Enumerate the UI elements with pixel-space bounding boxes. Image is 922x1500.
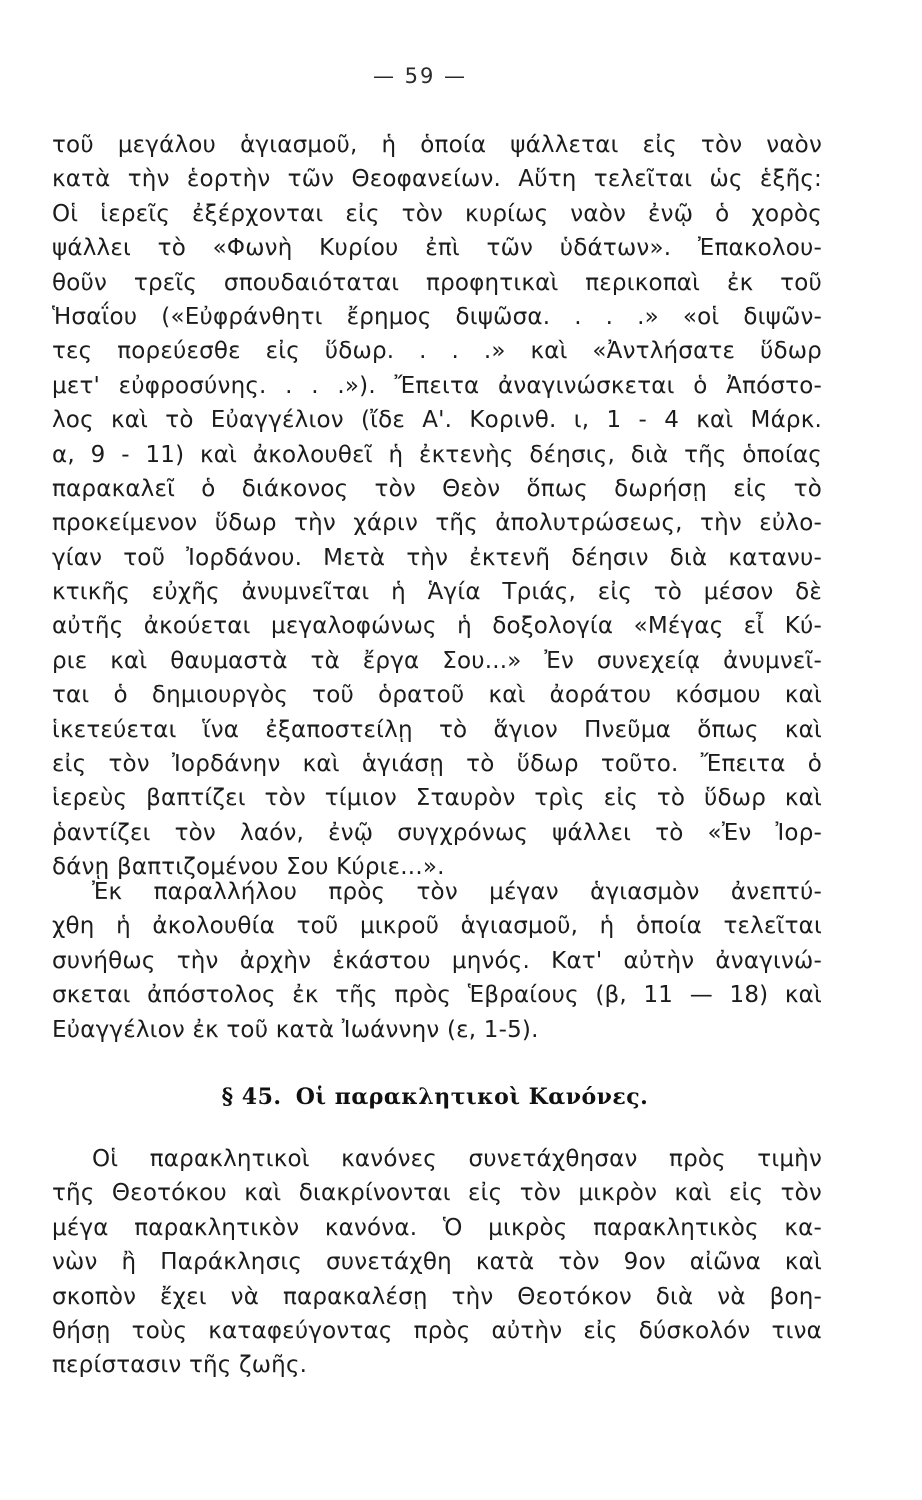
- text-line: κτικῆς εὐχῆς ἀνυμνεῖται ἡ Ἁγία Τριάς, εἰς τὸ μέσον δὲ: [52, 579, 822, 606]
- text-line: εἰς τὸν Ἰορδάνην καὶ ἁγιάσῃ τὸ ὕδωρ τοῦτο. Ἔπειτα ὁ: [52, 751, 822, 778]
- text-line: παρακαλεῖ ὁ διάκονος τὸν Θεὸν ὅπως δωρήσῃ εἰς τὸ: [52, 475, 822, 502]
- text-line: μέγα παρακλητικὸν κανόνα. Ὁ μικρὸς παρακλητικὸς κα-: [52, 1214, 822, 1241]
- section-title: Οἱ παρακλητικοὶ Κανόνες.: [295, 1084, 649, 1110]
- section-number: § 45.: [221, 1084, 282, 1110]
- text-line: ἱκετεύεται ἵνα ἐξαποστείλῃ τὸ ἅγιον Πνεῦμα ὅπως καὶ: [52, 716, 822, 743]
- page-number: — 59 —: [372, 64, 468, 88]
- text-line: ται ὁ δημιουργὸς τοῦ ὁρατοῦ καὶ ἀοράτου κόσμου καὶ: [52, 682, 822, 709]
- text-line: τῆς Θεοτόκου καὶ διακρίνονται εἰς τὸν μικρὸν καὶ εἰς τὸν: [52, 1180, 822, 1207]
- text-line: χθη ἡ ἀκολουθία τοῦ μικροῦ ἁγιασμοῦ, ἡ ὁποία τελεῖται: [52, 913, 822, 940]
- text-line: γίαν τοῦ Ἰορδάνου. Μετὰ τὴν ἐκτενῆ δέησιν διὰ κατανυ-: [52, 544, 822, 571]
- text-line: Οἱ ἱερεῖς ἐξέρχονται εἰς τὸν κυρίως ναὸν ἐνῷ ὁ χορὸς: [52, 200, 822, 227]
- text-line: τοῦ μεγάλου ἁγιασμοῦ, ἡ ὁποία ψάλλεται εἰς τὸν ναὸν: [52, 132, 822, 158]
- text-line: σκεται ἀπόστολος ἐκ τῆς πρὸς Ἑβραίους (β, 11 — 18) καὶ: [52, 982, 822, 1009]
- text-line: θοῦν τρεῖς σπουδαιόταται προφητικαὶ περικοπαὶ ἐκ τοῦ: [52, 269, 822, 296]
- text-line: Οἱ παρακλητικοὶ κανόνες συνετάχθησαν πρὸς τιμὴν: [92, 1146, 822, 1172]
- text-line: Ἡσαΐου («Εὐφράνθητι ἔρημος διψῶσα. . . .» «οἱ διψῶν-: [52, 303, 822, 330]
- text-line: νὼν ἢ Παράκλησις συνετάχθη κατὰ τὸν 9ον αἰῶνα καὶ: [52, 1249, 822, 1276]
- text-line: προκείμενον ὕδωρ τὴν χάριν τῆς ἀπολυτρώσεως, τὴν εὐλο-: [52, 510, 822, 537]
- text-line: αὐτῆς ἀκούεται μεγαλοφώνως ἡ δοξολογία «Μέγας εἶ Κύ-: [52, 613, 822, 640]
- text-line: συνήθως τὴν ἀρχὴν ἑκάστου μηνός. Κατ' αὐτὴν ἀναγινώ-: [52, 947, 822, 974]
- text-line: σκοπὸν ἔχει νὰ παρακαλέσῃ τὴν Θεοτόκον διὰ νὰ βοη-: [52, 1283, 822, 1310]
- paragraph-3: [52, 1142, 822, 1383]
- text-line: δάνῃ βαπτιζομένου Σου Κύριε...».: [52, 854, 445, 881]
- section-heading: [0, 1084, 870, 1110]
- text-line: Εὐαγγέλιον ἐκ τοῦ κατὰ Ἰωάννην (ε, 1-5).: [52, 1016, 539, 1043]
- text-line: θήσῃ τοὺς καταφεύγοντας πρὸς αὐτὴν εἰς δύσκολόν τινα: [52, 1317, 822, 1344]
- text-line: ῥαντίζει τὸν λαόν, ἐνῷ συγχρόνως ψάλλει τὸ «Ἐν Ἰορ-: [52, 819, 822, 846]
- text-line: μετ' εὐφροσύνης. . . .»). Ἔπειτα ἀναγινώσκεται ὁ Ἀπόστο-: [52, 372, 822, 399]
- text-line: κατὰ τὴν ἑορτὴν τῶν Θεοφανείων. Αὕτη τελεῖται ὡς ἑξῆς:: [52, 166, 822, 193]
- text-line: ἱερεὺς βαπτίζει τὸν τίμιον Σταυρὸν τρὶς εἰς τὸ ὕδωρ καὶ: [52, 785, 822, 812]
- text-line: περίστασιν τῆς ζωῆς.: [52, 1352, 308, 1379]
- paragraph-1: [52, 128, 822, 885]
- text-line: α, 9 - 11) καὶ ἀκολουθεῖ ἡ ἐκτενὴς δέησις, διὰ τῆς ὁποίας: [52, 441, 822, 468]
- text-line: τες πορεύεσθε εἰς ὕδωρ. . . .» καὶ «Ἀντλήσατε ὕδωρ: [52, 338, 822, 365]
- paragraph-2: [52, 875, 822, 1047]
- text-line: λος καὶ τὸ Εὐαγγέλιον (ἴδε Α'. Κορινθ. ι, 1 - 4 καὶ Μάρκ.: [52, 407, 822, 434]
- text-line: Ἐκ παραλλήλου πρὸς τὸν μέγαν ἁγιασμὸν ἀνεπτύ-: [92, 879, 822, 905]
- text-line: ψάλλει τὸ «Φωνὴ Κυρίου ἐπὶ τῶν ὑδάτων». Ἐπακολου-: [52, 235, 822, 262]
- text-line: ριε καὶ θαυμαστὰ τὰ ἔργα Σου...» Ἐν συνεχείᾳ ἀνυμνεῖ-: [52, 647, 822, 674]
